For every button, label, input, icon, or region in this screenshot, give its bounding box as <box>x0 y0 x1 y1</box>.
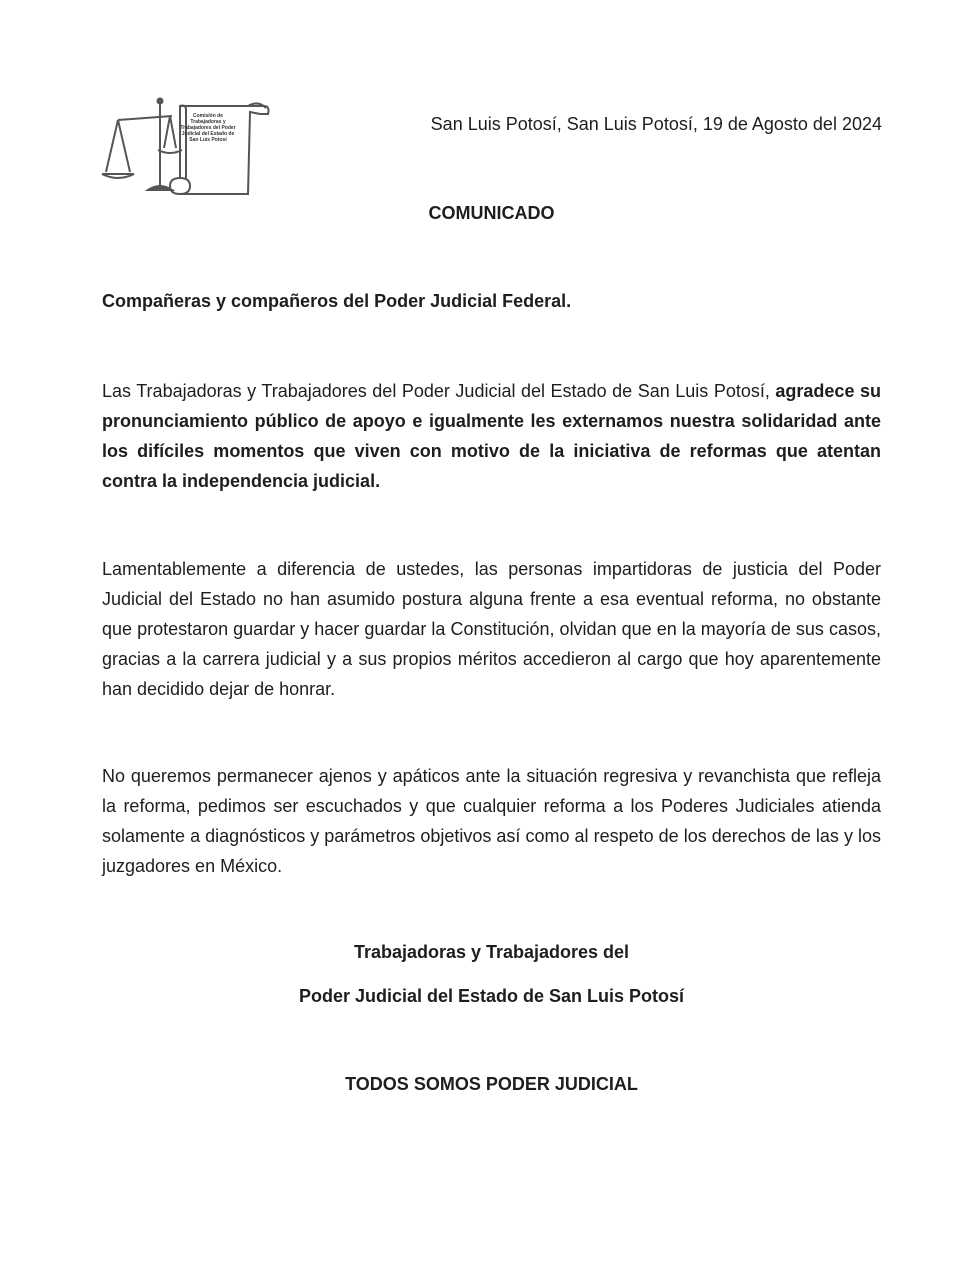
paragraph-1-bold: agradece su pronunciamiento público de apoyo e igualmente les externamos nuestra solidaridad ante los difíciles momentos que viven con motivo de la iniciativa de reformas que atentan contra la independencia judicial. <box>102 381 881 491</box>
signature-line-1: Trabajadoras y Trabajadores del <box>353 942 630 962</box>
greeting: Compañeras y compañeros del Poder Judicial Federal. <box>102 291 572 311</box>
paragraph-1 <box>102 376 881 496</box>
logo-caption: Comisión de Trabajadoras y Trabajadores del Poder Judicial del Estado de San Luis Potosí <box>180 113 236 143</box>
scales-of-justice-logo <box>100 96 272 204</box>
paragraph-2: Lamentablemente a diferencia de ustedes, las personas impartidoras de justicia del Poder Judicial del Estado no han asumido postura alguna frente a esa eventual reforma, no obstante que protestaron guardar y hacer guardar la Constitución, olvidan que en la mayoría de sus casos, gracias a la carrera judicial y a sus propios méritos accedieron al cargo que hoy aparentemente han decidido dejar de honrar. <box>102 559 881 699</box>
paragraph-3: No queremos permanecer ajenos y apáticos ante la situación regresiva y revanchista que refleja la reforma, pedimos ser escuchados y que cualquier reforma a los Poderes Judiciales atienda solamente a diagnósticos y parámetros objetivos así como al respeto de los derechos de las y los juzgadores en México. <box>102 766 881 876</box>
document-date: San Luis Potosí, San Luis Potosí, 19 de Agosto del 2024 <box>430 114 882 134</box>
paragraph-1-normal: Las Trabajadoras y Trabajadores del Poder Judicial del Estado de San Luis Potosí, <box>102 381 770 401</box>
motto: TODOS SOMOS PODER JUDICIAL <box>345 1074 638 1094</box>
document-title: COMUNICADO <box>428 203 555 223</box>
signature-line-2: Poder Judicial del Estado de San Luis Potosí <box>298 986 685 1006</box>
